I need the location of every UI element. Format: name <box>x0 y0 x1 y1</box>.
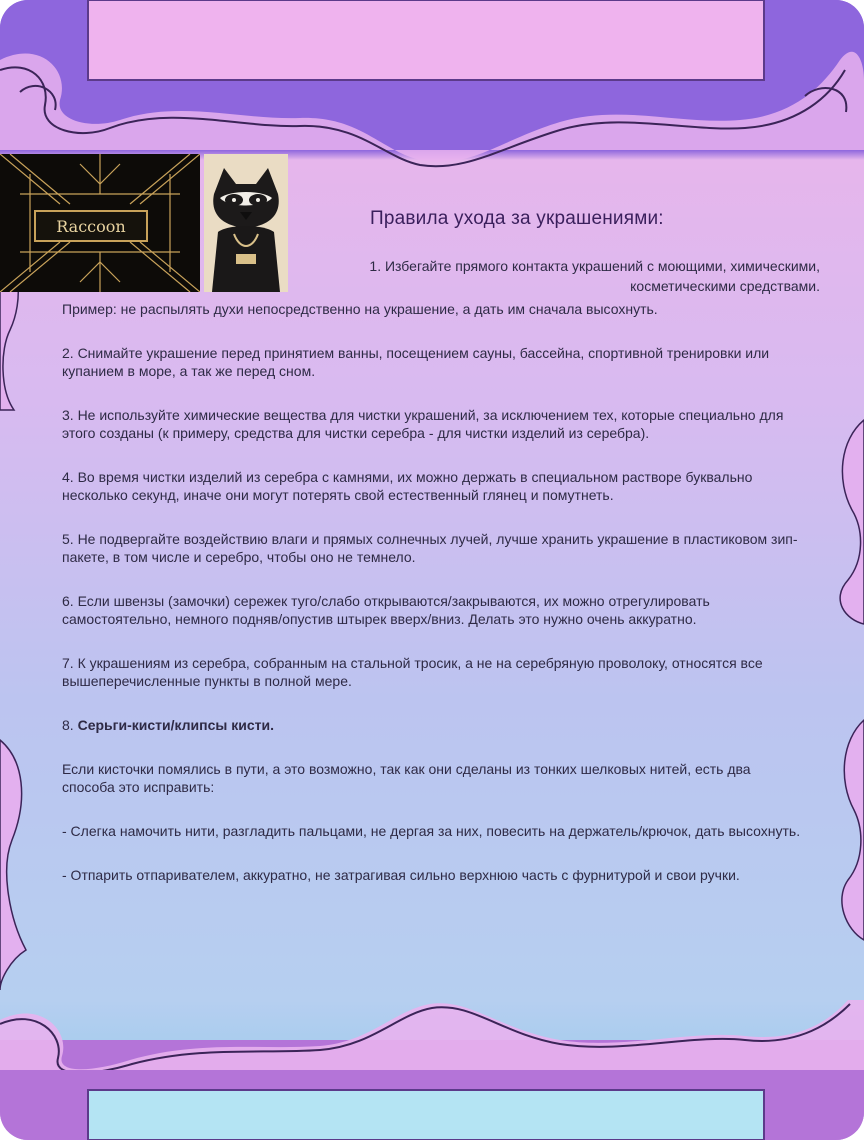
top-panel <box>88 0 764 80</box>
page-title: Правила ухода за украшениями: <box>370 208 664 229</box>
bottom-panel <box>88 1090 764 1140</box>
rule-7: 7. К украшениям из серебра, собранным на стальной тросик, а не на серебряную проволоку, относятся все вышеперечисленные пункты в полной мере. <box>62 655 763 689</box>
logo-label: Raccoon <box>34 210 148 242</box>
rule-8-number: 8. <box>62 717 78 733</box>
rule-5: 5. Не подвергайте воздействию влаги и прямых солнечных лучей, лучше хранить украшение в пластиковом зип-пакете, в том числе и серебро, чтобы оно не темнело. <box>62 531 798 565</box>
tassel-intro: Если кисточки помялись в пути, а это возможно, так как они сделаны из тонких шелковых нитей, есть два способа это исправить: <box>62 761 751 795</box>
rule-1-example: Пример: не распылять духи непосредственно на украшение, а дать им сначала высохнуть. <box>62 301 658 317</box>
rules-body <box>62 300 806 884</box>
raccoon-logo <box>0 154 200 292</box>
rule-2: 2. Снимайте украшение перед принятием ванны, посещением сауны, бассейна, спортивной тренировки или купанием в море, а так же перед сном. <box>62 345 770 379</box>
rule-1: 1. Избегайте прямого контакта украшений с моющими, химическими, косметическими средствами. <box>369 258 820 294</box>
rule-8-heading <box>62 716 806 734</box>
rule-8-title: Серьги-кисти/клипсы кисти. <box>77 717 275 733</box>
rule-6: 6. Если швензы (замочки) сережек туго/слабо открываются/закрываются, их можно отрегулировать самостоятельно, немного подняв/опустив штырек вверх/вниз. Делать это нужно очень аккуратно. <box>62 593 710 627</box>
rule-3: 3. Не используйте химические вещества для чистки украшений, за исключением тех, которые специально для этого созданы (к примеру, средства для чистки серебра - для чистки изделий из серебра). <box>62 407 784 441</box>
tassel-method-2: - Отпарить отпаривателем, аккуратно, не затрагивая сильно верхнюю часть с фурнитурой и свои ручки. <box>62 867 740 883</box>
rule-4: 4. Во время чистки изделий из серебра с камнями, их можно держать в специальном растворе буквально несколько секунд, иначе они могут потерять свой естественный глянец и помутнеть. <box>62 469 753 503</box>
tassel-method-1: - Слегка намочить нити, разгладить пальцами, не дергая за них, повесить на держатель/крючок, дать высохнуть. <box>62 823 801 839</box>
